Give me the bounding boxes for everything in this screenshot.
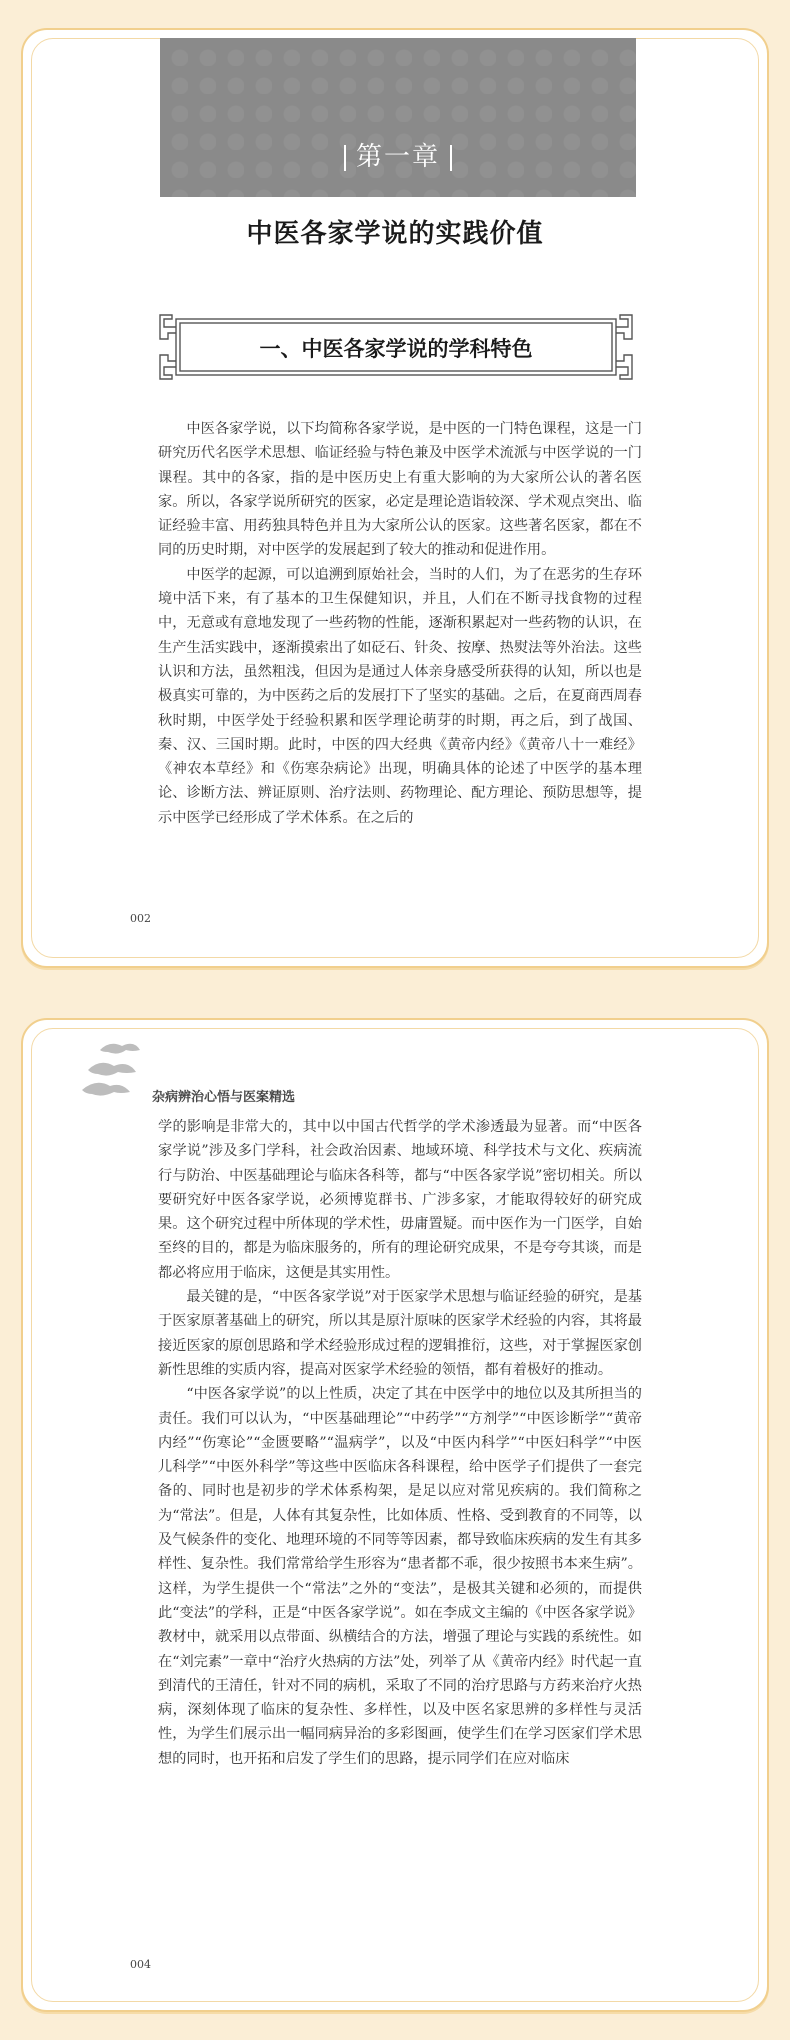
chapter-bar-left: [344, 145, 346, 171]
paragraph: 中医各家学说，以下均简称各家学说，是中医的一门特色课程，这是一门研究历代名医学术思想、临证经验与特色兼及中医学术流派与中医学说的一门课程。其中的各家，指的是中医历史上有重大影响的为大家所公认的著名医家。所以，各家学说所研究的医家，必定是理论造诣较深、学术观点突出、临证经验丰富、用药独具特色并且为大家所公认的医家。这些著名医家，都在不同的历史时期，对中医学的发展起到了较大的推动和促进作用。: [158, 421, 642, 559]
chapter-title: 中医各家学说的实践价值: [246, 219, 544, 249]
paragraph: 最关键的是，“中医各家学说”对于医家学术思想与临证经验的研究，是基于医家原著基础上的研究，所以其是原汁原味的医家学术经验的内容，其将最接近医家的原创思路和学术经验形成过程的逻辑推衍，这些，对于掌握医家创新性思维的实质内容，提高对医家学术经验的领悟，都有着极好的推动。: [158, 1289, 642, 1378]
chapter-label: [160, 136, 636, 173]
book-page-1: [21, 28, 769, 968]
chapter-banner: [160, 38, 636, 197]
section-heading-frame: [158, 313, 634, 381]
section-title: 一、中医各家学说的学科特色: [259, 337, 533, 361]
running-head: [80, 1036, 296, 1105]
paragraph: 中医学的起源，可以追溯到原始社会，当时的人们，为了在恶劣的生存环境中活下来，有了基本的卫生保健知识，并且，人们在不断寻找食物的过程中，无意或有意地发现了一些药物的性能，逐渐积累起对一些药物的认识，在生产生活实践中，逐渐摸索出了如砭石、针灸、按摩、热熨法等外治法。这些认识和方法，虽然粗浅，但因为是通过人体亲身感受所获得的认知，所以也是极真实可靠的，为中医药之后的发展打下了坚实的基础。之后，在夏商西周春秋时期，中医学处于经验积累和医学理论萌芽的时期，再之后，到了战国、秦、汉、三国时期。此时，中医的四大经典《黄帝内经》《黄帝八十一难经》《神农本草经》和《伤寒杂病论》出现，明确具体的论述了中医学的基本理论、诊断方法、辨证原则、治疗法则、药物理论、配方理论、预防思想等，提示中医学已经形成了学术体系。在之后的: [158, 566, 642, 826]
chapter-label-text: 第一章: [355, 142, 440, 172]
page-number: 002: [130, 912, 151, 925]
paragraph: “中医各家学说”的以上性质，决定了其在中医学中的地位以及其所担当的责任。我们可以认为，“中医基础理论”“中药学”“方剂学”“中医诊断学”“黄帝内经”“伤寒论”“金匮要略”“温病学”，以及“中医内科学”“中医妇科学”“中医儿科学”“中医外科学”等这些中医临床各科课程，给中医学子们提供了一套完备的、同时也是初步的学术体系构架，是足以应对常见疾病的。我们简称之为“常法”。但是，人体有其复杂性，比如体质、性格、受到教育的不同等，以及气候条件的变化、地理环境的不同等等因素，都导致临床疾病的发生有其多样性、复杂性。我们常常给学生形容为“患者都不乖，很少按照书本来生病”。这样，为学生提供一个“常法”之外的“变法”，是极其关键和必须的，而提供此“变法”的学科，正是“中医各家学说”。如在李成文主编的《中医各家学说》教材中，就采用以点带面、纵横结合的方法，增强了理论与实践的系统性。如在“刘完素”一章中“治疗火热病的方法”处，列举了从《黄帝内经》时代起一直到清代的王清任，针对不同的病机，采取了不同的治疗思路与方药来治疗火热病，深刻体现了临床的复杂性、多样性，以及中医名家思辨的多样性与灵活性，为学生们展示出一幅同病异治的多彩图画，使学生们在学习医家们学术思想的同时，也开拓和启发了学生们的思路，提示同学们在应对临床: [158, 1386, 642, 1767]
cloud-ornament-icon: [80, 1036, 160, 1106]
running-head-title: 杂病辨治心悟与医案精选: [152, 1090, 296, 1105]
page1-body: [158, 417, 642, 830]
page2-body: [158, 1115, 642, 1771]
paragraph: 学的影响是非常大的，其中以中国古代哲学的学术渗透最为显著。而“中医各家学说”涉及多门学科，社会政治因素、地域环境、科学技术与文化、疾病流行与防治、中医基础理论与临床各科等，都与“中医各家学说”密切相关。所以要研究好中医各家学说，必须博览群书、广涉多家，才能取得较好的研究成果。这个研究过程中所体现的学术性，毋庸置疑。而中医作为一门医学，自始至终的目的，都是为临床服务的，所有的理论研究成果，不是夸夸其谈，而是都必将应用于临床，这便是其实用性。: [158, 1119, 642, 1281]
book-page-2: [21, 1018, 769, 2012]
page-number: 004: [130, 1958, 151, 1971]
chapter-bar-right: [450, 145, 452, 171]
